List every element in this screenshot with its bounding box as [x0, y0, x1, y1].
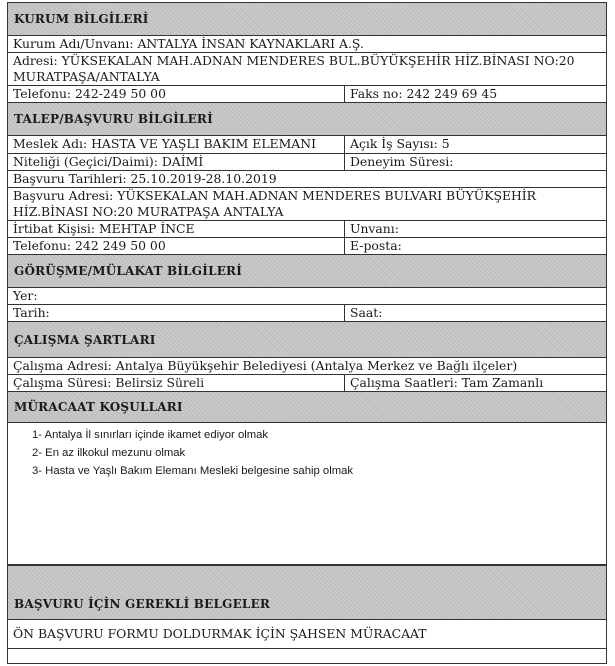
work-duration: Çalışma Süresi: Belirsiz Süreli — [13, 375, 205, 390]
required-documents-text: ÖN BAŞVURU FORMU DOLDURMAK İÇİN ŞAHSEN MÜRACAAT — [13, 626, 427, 641]
section-title: MÜRACAAT KOŞULLARI — [14, 400, 183, 414]
experience-duration: Deneyim Süresi: — [344, 154, 606, 170]
calisma-sure-row — [8, 375, 606, 392]
institution-address-line1: Adresi: YÜKSEKALAN MAH.ADNAN MENDERES BUL.BÜYÜKŞEHİR HİZ.BİNASI NO:20 — [13, 53, 575, 68]
section-title: BAŞVURU İÇİN GEREKLİ BELGELER — [14, 597, 271, 611]
contact-title: Unvanı: — [344, 221, 606, 237]
gorusme-yer-row — [8, 288, 606, 305]
talep-irtibat-row — [8, 221, 606, 238]
talep-meslek-row — [8, 136, 606, 154]
talep-telefon-row — [8, 238, 606, 255]
section-title: ÇALIŞMA ŞARTLARI — [14, 333, 156, 347]
section-header-calisma — [8, 322, 606, 358]
list-item: 3- Hasta ve Yaşlı Bakım Elemanı Mesleki belgesine sahip olmak — [32, 465, 354, 477]
gorusme-tarih-row — [8, 305, 606, 322]
section-title: GÖRÜŞME/MÜLAKAT BİLGİLERİ — [14, 264, 243, 278]
work-hours: Çalışma Saatleri: Tam Zamanlı — [344, 375, 606, 391]
section-header-gorusme — [8, 255, 606, 288]
contact-email: E-posta: — [344, 238, 606, 254]
interview-location: Yer: — [13, 288, 38, 303]
section-title: KURUM BİLGİLERİ — [14, 12, 149, 26]
talep-adres-row — [8, 188, 606, 221]
institution-address-line2: MURATPAŞA/ANTALYA — [13, 69, 160, 84]
kurum-address-row — [8, 53, 606, 86]
occupation-name: Meslek Adı: HASTA VE YAŞLI BAKIM ELEMANI — [13, 136, 316, 151]
belgeler-row — [8, 620, 606, 663]
list-item: 2- En az ilkokul mezunu olmak — [32, 447, 186, 459]
section-header-belgeler — [8, 565, 606, 620]
section-header-muracaat — [8, 392, 606, 423]
kurum-contact-row — [8, 86, 606, 103]
application-address-line2: HİZ.BİNASI NO:20 MURATPAŞA ANTALYA — [13, 204, 284, 219]
job-posting-form — [7, 2, 607, 664]
institution-phone: Telefonu: 242-249 50 00 — [13, 86, 166, 101]
application-address-line1: Başvuru Adresi: YÜKSEKALAN MAH.ADNAN MENDERES BULVARI BÜYÜKŞEHİR — [13, 188, 537, 203]
calisma-adres-row — [8, 358, 606, 375]
talep-tarih-row — [8, 171, 606, 188]
interview-time: Saat: — [344, 305, 606, 321]
work-address: Çalışma Adresi: Antalya Büyükşehir Belediyesi (Antalya Merkez ve Bağlı ilçeler) — [13, 358, 518, 373]
interview-date: Tarih: — [13, 305, 50, 320]
list-item: 1- Antalya İl sınırları içinde ikamet ediyor olmak — [32, 429, 269, 441]
kurum-name-row — [8, 36, 606, 53]
talep-nitelik-row — [8, 154, 606, 171]
open-positions: Açık İş Sayısı: 5 — [344, 136, 606, 153]
contact-person: İrtibat Kişisi: MEHTAP İNCE — [13, 221, 195, 236]
section-header-kurum — [8, 3, 606, 36]
institution-name: Kurum Adı/Unvanı: ANTALYA İNSAN KAYNAKLARI A.Ş. — [13, 36, 364, 51]
job-nature: Niteliği (Geçici/Daimi): DAİMİ — [13, 154, 204, 169]
section-title: TALEP/BAŞVURU BİLGİLERİ — [14, 112, 213, 126]
institution-fax: Faks no: 242 249 69 45 — [344, 86, 606, 102]
section-header-talep — [8, 103, 606, 136]
contact-phone: Telefonu: 242 249 50 00 — [13, 238, 166, 253]
application-dates: Başvuru Tarihleri: 25.10.2019-28.10.2019 — [13, 171, 277, 186]
muracaat-list — [8, 423, 606, 565]
divider — [8, 648, 606, 649]
